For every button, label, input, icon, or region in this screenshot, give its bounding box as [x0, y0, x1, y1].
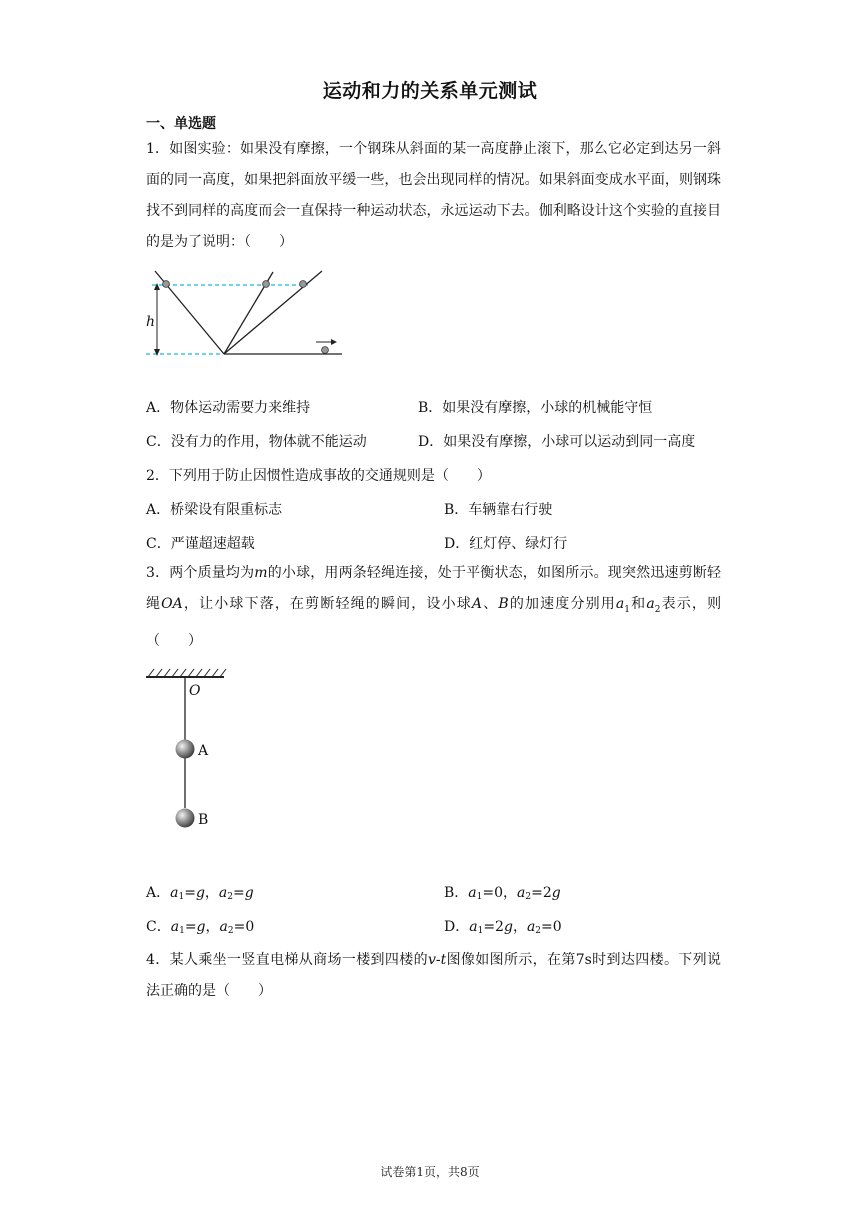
hanging-balls-figure	[144, 668, 234, 836]
q3-option-b[interactable]: B．$a_1=0$，$a_2=2g$	[444, 885, 561, 902]
q1-option-d[interactable]: D．如果没有摩擦，小球可以运动到同一高度	[418, 434, 696, 450]
ball-b-label: B	[198, 812, 209, 828]
q3-option-d[interactable]: D．$a_1=2g$，$a_2=0$	[444, 919, 562, 936]
q2-option-b[interactable]: B．车辆靠右行驶	[444, 502, 553, 518]
page-title: 运动和力的关系单元测试	[322, 80, 538, 102]
question-3-text: 3．两个质量均为m的小球，用两条轻绳连接，处于平衡状态，如图所示。现突然迅速剪断轻绳OA，让小球下落，在剪断轻绳的瞬间，设小球A、B的加速度分别用$a_1$和$a_2$表示，则（ ）	[146, 565, 722, 649]
point-o-label: O	[189, 683, 201, 699]
question-4-text: 4．某人乘坐一竖直电梯从商场一楼到四楼的v-t图像如图所示，在第7s时到达四楼。下列说法正确的是（ ）	[146, 952, 722, 999]
ball-a-label: A	[198, 743, 209, 759]
q3-option-c[interactable]: C．$a_1=g$，$a_2=0$	[146, 919, 255, 936]
q1-option-c[interactable]: C．没有力的作用，物体就不能运动	[146, 434, 367, 450]
height-label: h	[146, 314, 156, 330]
q3-option-a[interactable]: A．$a_1=g$，$a_2=g$	[146, 885, 254, 902]
incline-experiment-figure	[140, 268, 350, 363]
q1-option-b[interactable]: B．如果没有摩擦，小球的机械能守恒	[418, 400, 653, 416]
q1-option-a[interactable]: A．物体运动需要力来维持	[146, 400, 311, 416]
q2-option-d[interactable]: D．红灯停、绿灯行	[444, 536, 568, 552]
question-1-text: 1．如图实验：如果没有摩擦，一个钢珠从斜面的某一高度静止滚下，那么它必定到达另一斜面的同一高度，如果把斜面放平缓一些，也会出现同样的情况。如果斜面变成水平面，则钢珠找不到同样的高度而会一直保持一种运动状态，永远运动下去。伽利略设计这个实验的直接目的是为了说明：（ ）	[146, 141, 721, 250]
q2-option-c[interactable]: C．严谨超速超载	[146, 536, 255, 552]
page-footer: 试卷第1页，共8页	[380, 1165, 480, 1179]
question-2-text: 2．下列用于防止因惯性造成事故的交通规则是（ ）	[146, 468, 491, 484]
q2-option-a[interactable]: A．桥梁设有限重标志	[146, 502, 283, 518]
section-heading: 一、单选题	[146, 116, 216, 132]
